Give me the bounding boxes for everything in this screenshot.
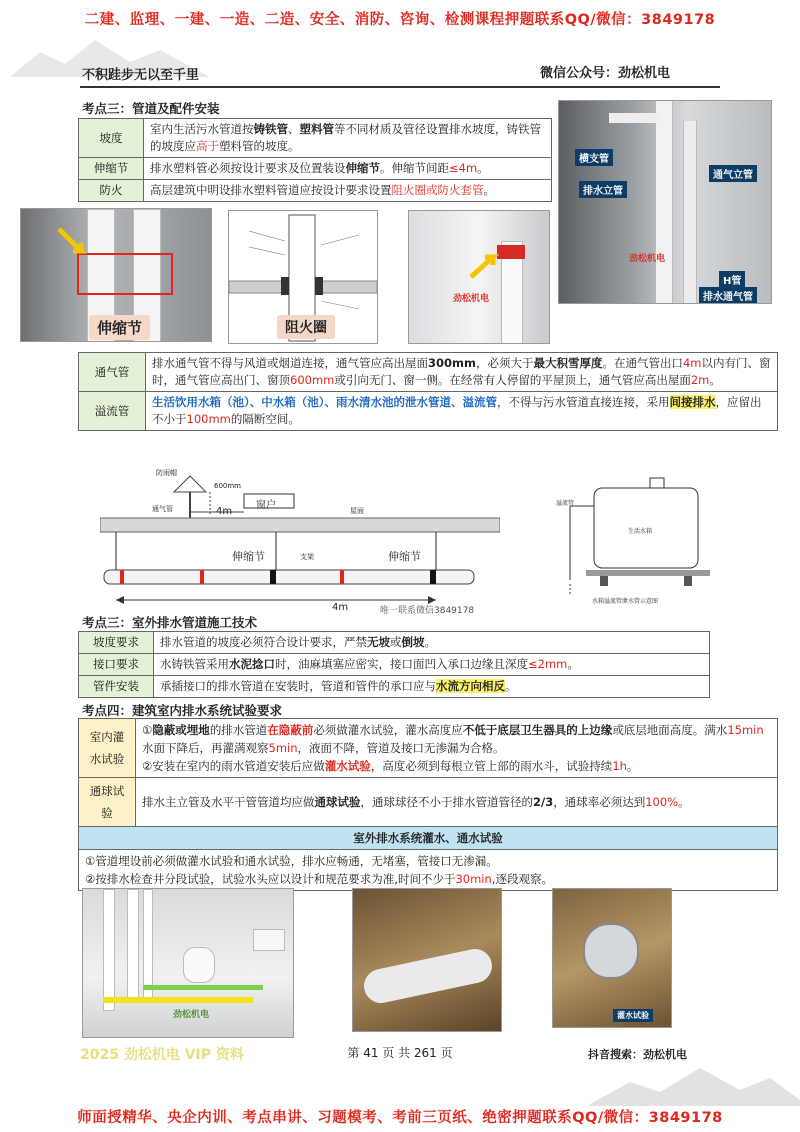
table-row	[79, 778, 778, 827]
vent-pipe-photo	[558, 100, 772, 304]
expansion-caption: 伸缩节	[89, 315, 150, 340]
expansion-label-1: 伸缩节	[232, 550, 265, 563]
table-row	[79, 158, 552, 180]
table-row	[79, 827, 778, 850]
row-key: 管件安装	[79, 676, 154, 698]
row-text: 排水管道的坡度必须符合设计要求，严禁无坡或倒坡。	[154, 632, 710, 654]
row-text: 水铸铁管采用水泥捻口时，油麻填塞应密实，接口面凹入承口边缘且深度≤2mm。	[154, 654, 710, 676]
water-test-photo	[552, 888, 672, 1028]
window-label: 窗户	[256, 500, 276, 511]
tank-inlet-label: 溢流管	[556, 500, 575, 507]
table-row	[79, 676, 710, 698]
row-text: ①隐蔽或埋地的排水管道在隐蔽前必须做灌水试验，灌水高度应不低于底层卫生器具的上边缘或底层地面高度。满水15min水面下降后，再灌满观察5min，液面不降，管道及接口无渗漏为合格。 ②安装在室内的雨水管道安装后应做灌水试验，高度必须到每根立管上部的雨水斗，试验持续1h。	[136, 719, 778, 778]
fire-ring-caption: 阻火圈	[277, 315, 335, 339]
row-key: 伸缩节	[79, 158, 144, 180]
table-row	[79, 719, 778, 778]
table-row	[79, 392, 778, 431]
row-text: 生活饮用水箱（池）、中水箱（池）、雨水清水池的泄水管道、溢流管，不得与污水管道直接连接，采用间接排水，应留出不小于100mm的隔断空间。	[146, 392, 778, 431]
outdoor-test-title: 室外排水系统灌水、通水试验	[79, 827, 778, 850]
section1-title: 考点三：管道及配件安装	[82, 101, 220, 116]
table-row	[79, 353, 778, 392]
row-text: 排水通气管不得与风道或烟道连接，通气管应高出屋面300mm，必须大于最大积雪厚度。在通气管出口4m以内有门、窗时，通气管应高出门、窗顶600mm或引向无门、窗一侧。在经常有人停留的平屋顶上，通气管应高出屋面2m。	[146, 353, 778, 392]
rain-cap-label: 防雨帽	[156, 469, 177, 477]
section3-table	[78, 631, 710, 698]
row-key: 防火	[79, 180, 144, 202]
vent-caption: 排水通气管	[699, 287, 757, 304]
tank-label: 生活水箱	[628, 528, 653, 535]
section3-title: 考点三：室外排水管道施工技术	[82, 615, 258, 630]
dim-4m-top: 4m	[216, 506, 233, 517]
row-key: 坡度要求	[79, 632, 154, 654]
indoor-drain-photo	[82, 888, 294, 1038]
table-row	[79, 119, 552, 158]
header-divider	[80, 86, 720, 88]
row-key: 通球试验	[79, 778, 136, 827]
brand-watermark: 劲松机电	[453, 294, 490, 304]
table-row	[79, 632, 710, 654]
page-number: 第 41 页 共 261 页	[347, 1046, 453, 1060]
tank-caption: 水箱溢流管泄水管示意图	[592, 598, 659, 605]
row-key: 溢流管	[79, 392, 146, 431]
water-tank-diagram	[540, 472, 720, 606]
section4-title: 考点四：建筑室内排水系统试验要求	[82, 703, 283, 718]
wechat-account: 微信公众号：劲松机电	[540, 66, 671, 81]
row-key: 通气管	[79, 353, 146, 392]
row-key: 室内灌水试验	[79, 719, 136, 778]
vent-spacing-drawing	[100, 466, 500, 614]
section4-table	[78, 718, 778, 891]
roof-label: 屋面	[350, 507, 364, 515]
top-banner: 二建、监理、一建、一造、二造、安全、消防、咨询、检测课程押题联系QQ/微信：3849178	[84, 12, 716, 28]
table-row	[79, 654, 710, 676]
brand-watermark: 劲松机电	[173, 1010, 210, 1020]
row-text: 排水塑料管必须按设计要求及位置装设伸缩节。伸缩节间距≤4m。	[144, 158, 552, 180]
arrow-icon	[469, 251, 499, 281]
water-test-caption: 灌水试验	[613, 1009, 653, 1022]
row-text: 排水主立管及水平干管管道均应做通球试验，通球球径不小于排水管道管径的2/3，通球率必须达到100%。	[136, 778, 778, 827]
douyin-search: 抖音搜索：劲松机电	[588, 1048, 687, 1061]
contact-watermark: 唯一联系微信3849178	[380, 606, 475, 616]
dim-600-label: 600mm	[214, 482, 241, 490]
row-text: 高层建筑中明设排水塑料管道应按设计要求设置阻火圈或防火套管。	[144, 180, 552, 202]
vent-label-stack: 排水立管	[579, 181, 627, 198]
row-text: 承插接口的排水管道在安装时，管道和管件的承口应与水流方向相反。	[154, 676, 710, 698]
support-label: 支架	[300, 553, 314, 561]
vent-label-branch: H管	[719, 271, 745, 288]
brand-watermark: 劲松机电	[629, 254, 666, 264]
vip-watermark: 2025 劲松机电 VIP 资料	[80, 1047, 244, 1063]
row-key: 坡度	[79, 119, 144, 158]
expansion-label-2: 伸缩节	[388, 550, 421, 563]
mountain-decoration-right	[590, 1060, 800, 1106]
table-row	[79, 850, 778, 891]
row-key: 接口要求	[79, 654, 154, 676]
bottom-banner: 师面授精华、央企内训、考点串讲、习题模考、考前三页纸、绝密押题联系QQ/微信：3849178	[77, 1110, 723, 1126]
vent-label: 通气管	[152, 505, 173, 513]
fire-ring-diagram	[228, 210, 378, 344]
vent-spacing-diagram	[100, 466, 500, 614]
arrow-icon	[57, 227, 87, 257]
vent-label-tee: 横支管	[575, 149, 613, 166]
dim-4m-bottom: 4m	[332, 602, 349, 613]
table-row	[79, 180, 552, 202]
outdoor-test-text: ①管道埋设前必须做灌水试验和通水试验，排水应畅通，无堵塞，管接口无渗漏。 ②按排水检查井分段试验，试验水头应以设计和规范要求为准,时间不少于30min,逐段观察。	[79, 850, 778, 891]
water-tank-drawing	[540, 472, 720, 606]
section2-table	[78, 352, 778, 431]
row-text: 室内生活污水管道按铸铁管、塑料管等不同材质及管径设置排水坡度，铸铁管的坡度应高于塑料管的坡度。	[144, 119, 552, 158]
fire-ring-photo	[408, 210, 550, 344]
section1-table	[78, 118, 552, 202]
outdoor-pipe-photo	[352, 888, 502, 1032]
vent-label-vent: 通气立管	[709, 165, 757, 182]
slogan: 不积跬步无以至千里	[82, 68, 200, 83]
expansion-joint-photo	[20, 208, 212, 342]
